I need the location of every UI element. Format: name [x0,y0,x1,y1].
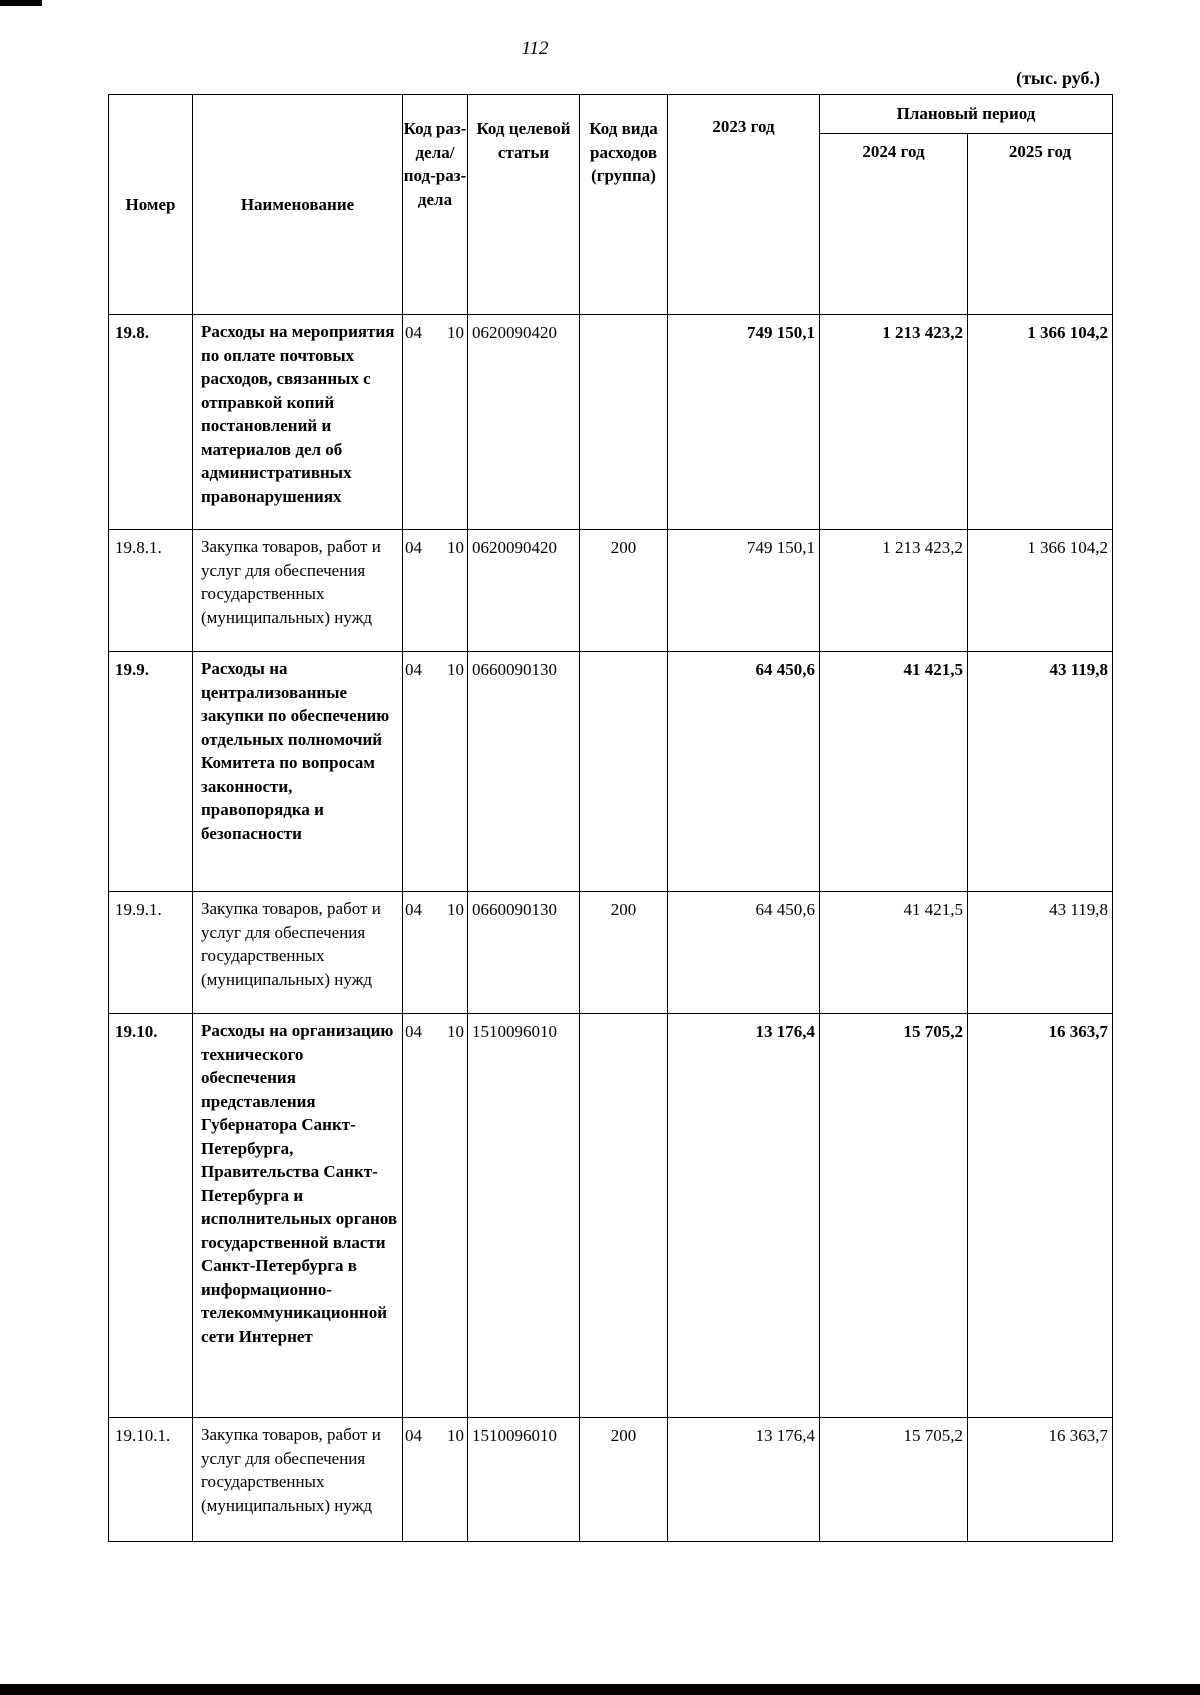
table-row [109,530,1113,652]
section: 04 [405,900,422,919]
subsection: 10 [447,1022,464,1041]
row-number: 19.8.1. [109,530,193,652]
row-expense-type: 200 [580,892,668,1014]
row-value-2023: 64 450,6 [668,652,820,892]
row-number: 19.9. [109,652,193,892]
row-value-2024: 41 421,5 [820,652,968,892]
subsection: 10 [447,660,464,679]
row-number: 19.10. [109,1014,193,1418]
section: 04 [405,323,422,342]
row-number: 19.10.1. [109,1418,193,1542]
row-name: Расходы на мероприятия по оплате почтовых расходов, связанных с отправкой копий постановлений и материалов дел об административных правонарушениях [193,315,403,530]
row-value-2023: 749 150,1 [668,530,820,652]
row-value-2024: 15 705,2 [820,1014,968,1418]
header-year-2024: 2024 год [820,134,968,315]
table-row [109,892,1113,1014]
row-expense-type: 200 [580,1418,668,1542]
row-target-code: 1510096010 [468,1418,580,1542]
row-value-2025: 1 366 104,2 [968,315,1113,530]
row-target-code: 0660090130 [468,892,580,1014]
row-expense-type [580,652,668,892]
row-name: Закупка товаров, работ и услуг для обеспечения государственных (муниципальных) нужд [193,530,403,652]
row-value-2023: 64 450,6 [668,892,820,1014]
budget-table-container [108,94,1113,1542]
row-section-code [403,652,468,892]
row-target-code: 0660090130 [468,652,580,892]
row-number: 19.9.1. [109,892,193,1014]
budget-table [108,94,1113,1542]
row-value-2025: 1 366 104,2 [968,530,1113,652]
row-value-2023: 13 176,4 [668,1418,820,1542]
subsection: 10 [447,323,464,342]
row-number: 19.8. [109,315,193,530]
row-name: Закупка товаров, работ и услуг для обеспечения государственных (муниципальных) нужд [193,892,403,1014]
row-value-2025: 43 119,8 [968,892,1113,1014]
page-number: 112 [521,38,549,59]
scan-corner-mark [0,0,42,6]
header-year-2023: 2023 год [668,95,820,315]
section: 04 [405,1426,422,1445]
row-value-2025: 16 363,7 [968,1418,1113,1542]
table-row [109,652,1113,892]
row-section-code [403,1014,468,1418]
row-expense-type: 200 [580,530,668,652]
subsection: 10 [447,538,464,557]
section: 04 [405,1022,422,1041]
subsection: 10 [447,1426,464,1445]
row-value-2024: 1 213 423,2 [820,315,968,530]
section: 04 [405,538,422,557]
header-expense-type-code: Код вида расходов (группа) [580,95,668,315]
table-row [109,1418,1113,1542]
row-value-2023: 749 150,1 [668,315,820,530]
subsection: 10 [447,900,464,919]
row-value-2024: 1 213 423,2 [820,530,968,652]
row-section-code [403,1418,468,1542]
header-number: Номер [109,95,193,315]
row-value-2023: 13 176,4 [668,1014,820,1418]
row-section-code [403,892,468,1014]
scan-bottom-border [0,1684,1200,1695]
row-section-code [403,530,468,652]
header-section-code: Код раз-дела/ под-раз-дела [403,95,468,315]
row-target-code: 0620090420 [468,315,580,530]
header-target-code: Код целевой статьи [468,95,580,315]
row-value-2025: 43 119,8 [968,652,1113,892]
row-expense-type [580,1014,668,1418]
row-value-2024: 15 705,2 [820,1418,968,1542]
header-planning-period: Плановый период [820,95,1113,134]
row-section-code [403,315,468,530]
row-value-2025: 16 363,7 [968,1014,1113,1418]
header-name: Наименование [193,95,403,315]
row-name: Расходы на централизованные закупки по обеспечению отдельных полномочий Комитета по вопросам законности, правопорядка и безопасности [193,652,403,892]
table-row [109,1014,1113,1418]
header-year-2025: 2025 год [968,134,1113,315]
row-expense-type [580,315,668,530]
section: 04 [405,660,422,679]
row-value-2024: 41 421,5 [820,892,968,1014]
units-note: (тыс. руб.) [1016,68,1100,88]
table-row [109,315,1113,530]
row-name: Расходы на организацию технического обеспечения представления Губернатора Санкт-Петербурга, Правительства Санкт-Петербурга и исполнительных органов государственной власти Санкт-Петербурга в информационно-телекоммуникационной сети Интернет [193,1014,403,1418]
row-target-code: 1510096010 [468,1014,580,1418]
row-name: Закупка товаров, работ и услуг для обеспечения государственных (муниципальных) нужд [193,1418,403,1542]
row-target-code: 0620090420 [468,530,580,652]
